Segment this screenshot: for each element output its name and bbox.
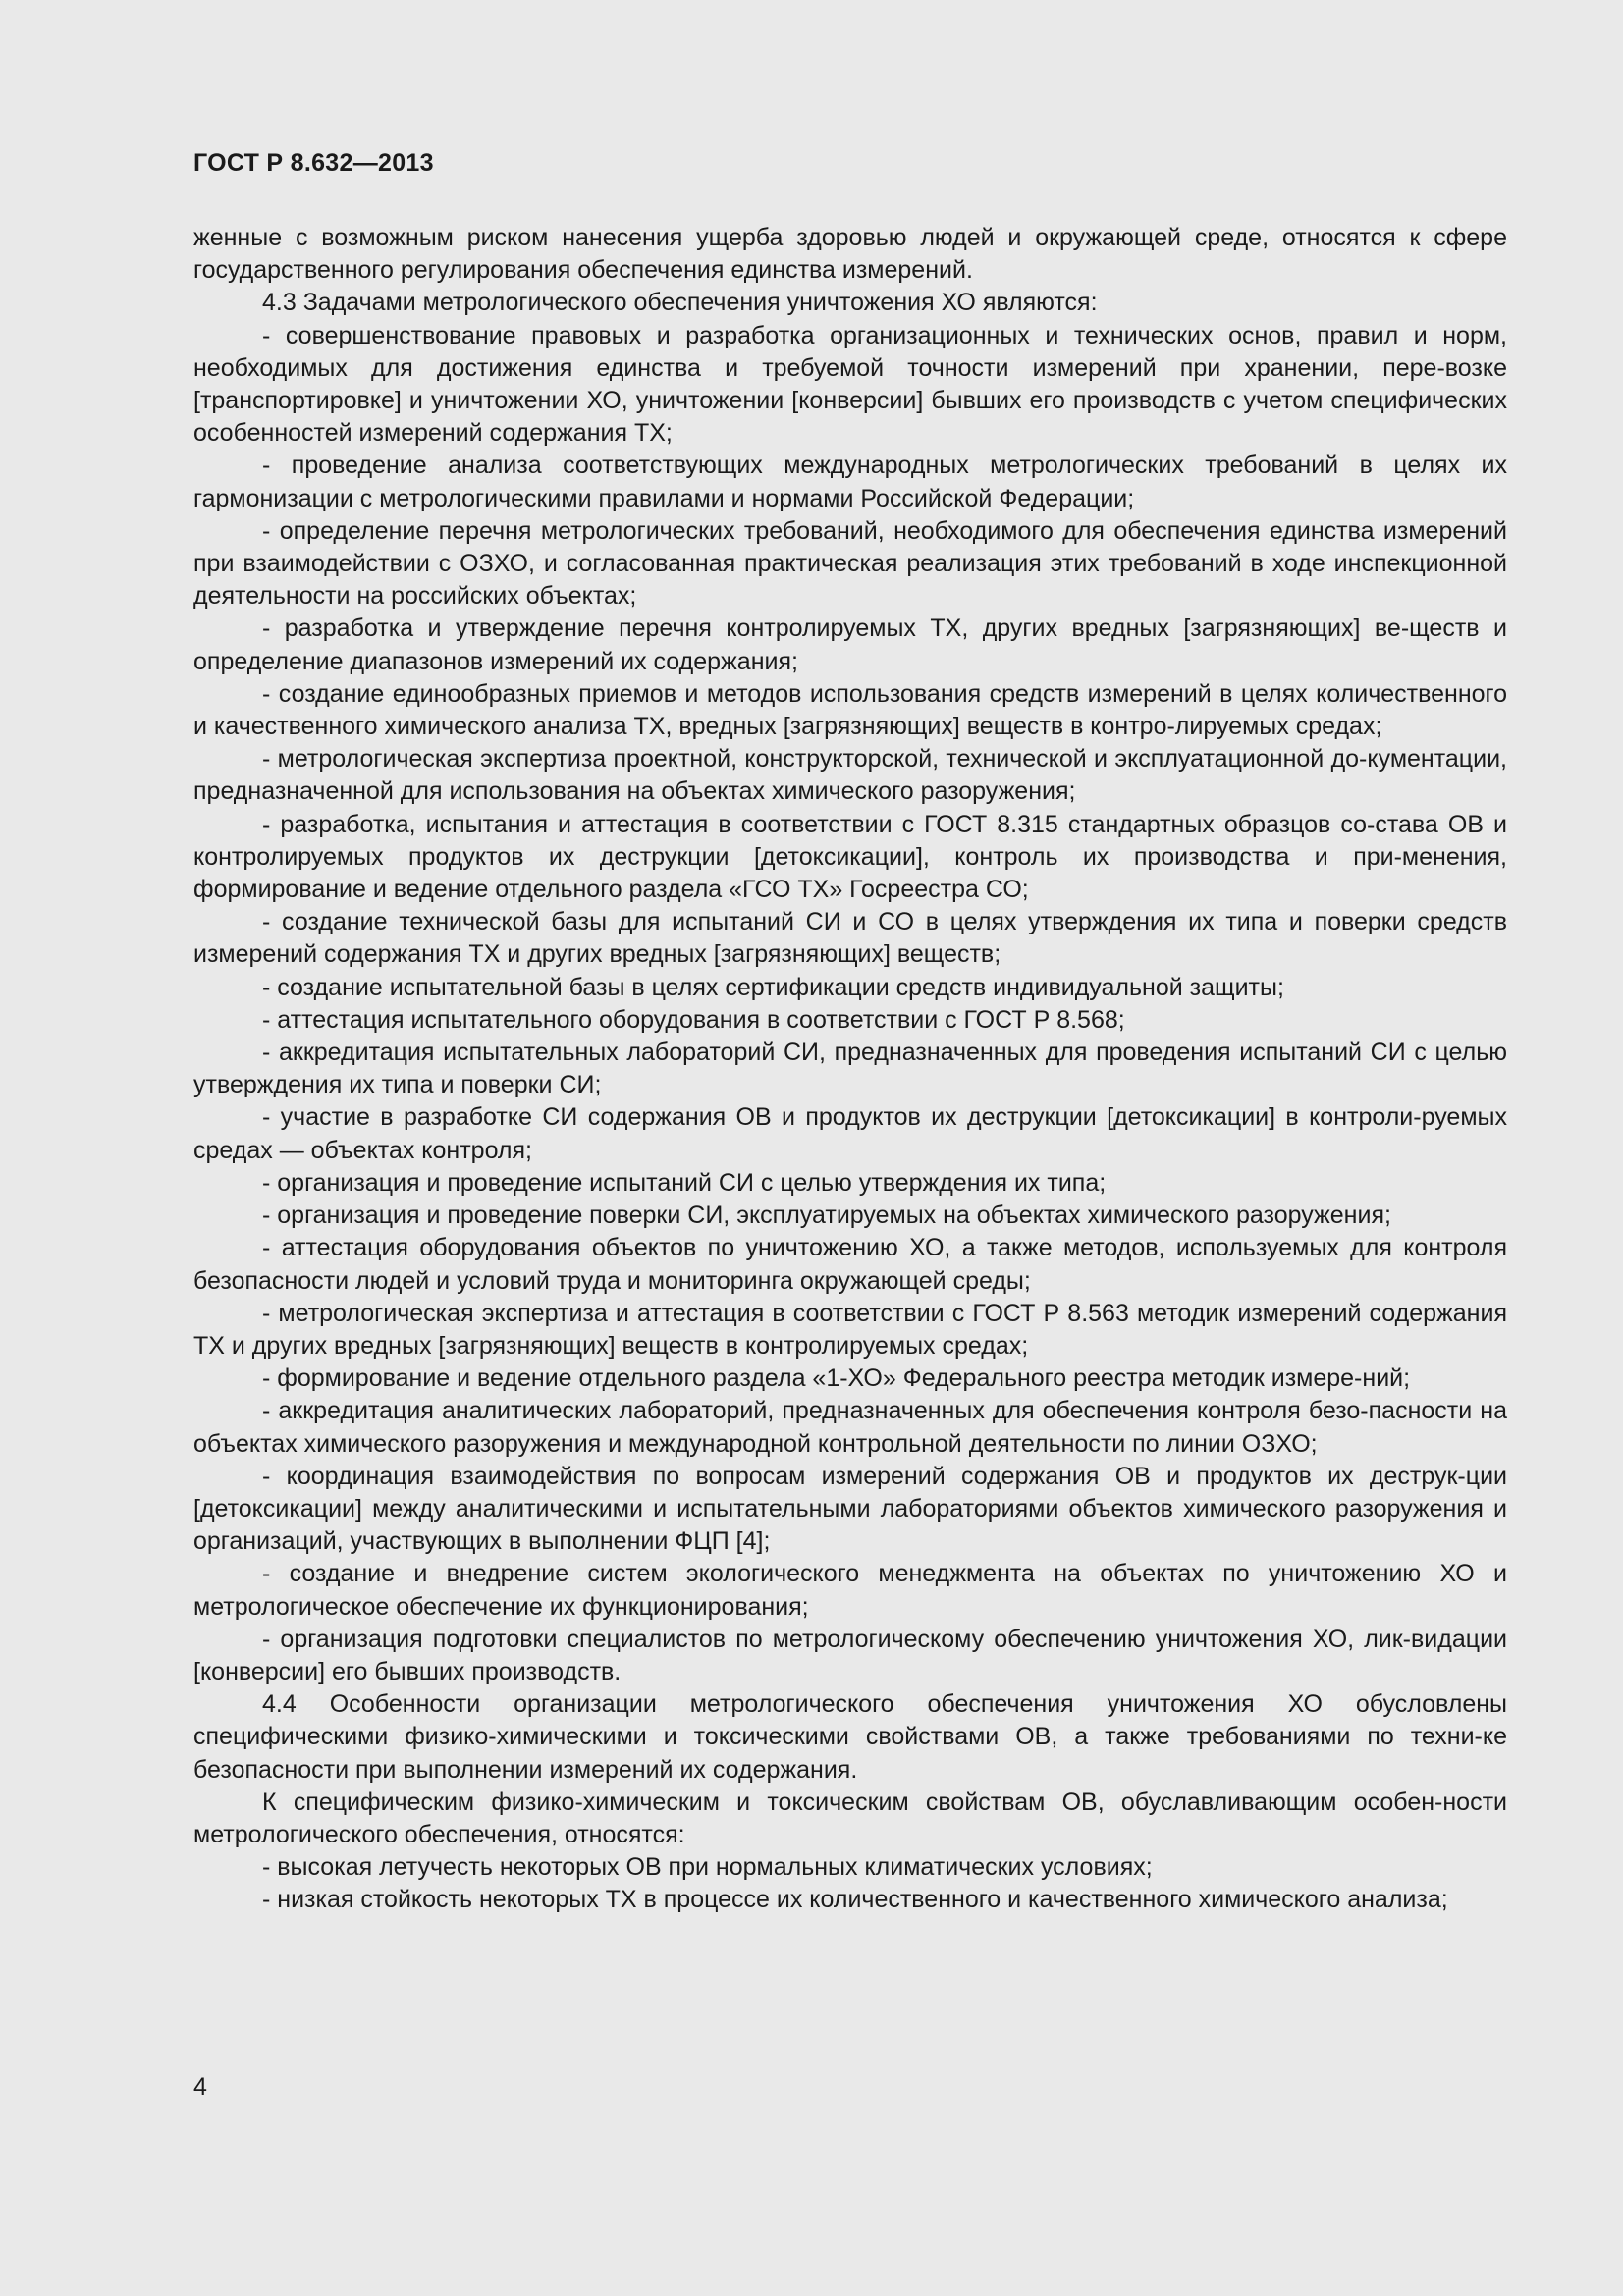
standard-header: ГОСТ Р 8.632—2013 bbox=[193, 149, 434, 177]
list-item: - организация и проведение испытаний СИ с целью утверждения их типа; bbox=[262, 1168, 1107, 1197]
list-item: - метрологическая экспертиза проектной, конструкторской, технической и эксплуатационной до-кументации, предназначенной для использования на объектах химического разоружения; bbox=[193, 745, 1507, 806]
list-item: - создание и внедрение систем экологического менеджмента на объектах по уничтожению ХО и метрологическое обеспечение их функционирования; bbox=[193, 1560, 1507, 1621]
list-item: - аккредитация испытательных лабораторий СИ, предназначенных для проведения испытаний СИ с целью утверждения их типа и поверки СИ; bbox=[193, 1039, 1507, 1099]
paragraph: К специфическим физико-химическим и токсическим свойствам ОВ, обуславливающим особен-ности метрологического обеспечения, относятся: bbox=[193, 1788, 1507, 1848]
document-body bbox=[193, 222, 1507, 1917]
paragraph: 4.4 Особенности организации метрологического обеспечения уничтожения ХО обусловлены специфическими физико-химическими и токсическими свойствами ОВ, а также требованиями по техни-ке безопасности при выполнении измерений их содержания. bbox=[193, 1690, 1507, 1784]
list-item: - аккредитация аналитических лабораторий, предназначенных для обеспечения контроля безо-пасности на объектах химического разоружения и международной контрольной деятельности по линии ОЗХО; bbox=[193, 1397, 1507, 1458]
list-item: - аттестация испытательного оборудования в соответствии с ГОСТ Р 8.568; bbox=[262, 1005, 1125, 1034]
list-item: - формирование и ведение отдельного раздела «1-ХО» Федерального реестра методик измере-ний; bbox=[262, 1364, 1411, 1393]
list-item: - высокая летучесть некоторых ОВ при нормальных климатических условиях; bbox=[262, 1853, 1153, 1882]
list-item: - метрологическая экспертиза и аттестация в соответствии с ГОСТ Р 8.563 методик измерений содержания ТХ и других вредных [загрязняющих] веществ в контролируемых средах; bbox=[193, 1299, 1507, 1360]
paragraph: женные с возможным риском нанесения ущерба здоровью людей и окружающей среде, относятся к сфере государственного регулирования обеспечения единства измерений. bbox=[193, 224, 1507, 285]
list-item: - организация и проведение поверки СИ, эксплуатируемых на объектах химического разоружения; bbox=[262, 1201, 1391, 1230]
list-item: - участие в разработке СИ содержания ОВ и продуктов их деструкции [детоксикации] в контроли-руемых средах — объектах контроля; bbox=[193, 1103, 1507, 1164]
list-item: - создание технической базы для испытаний СИ и СО в целях утверждения их типа и поверки средств измерений содержания ТХ и других вредных [загрязняющих] веществ; bbox=[193, 908, 1507, 969]
list-item: - создание единообразных приемов и методов использования средств измерений в целях количественного и качественного химического анализа ТХ, вредных [загрязняющих] веществ в контро-лируемых средах; bbox=[193, 679, 1507, 741]
list-item: - организация подготовки специалистов по метрологическому обеспечению уничтожения ХО, лик-видации [конверсии] его бывших производств. bbox=[193, 1625, 1507, 1685]
list-item: - создание испытательной базы в целях сертификации средств индивидуальной защиты; bbox=[262, 973, 1284, 1001]
list-item: - проведение анализа соответствующих международных метрологических требований в целях их гармонизации с метрологическими правилами и нормами Российской Федерации; bbox=[193, 452, 1507, 512]
list-item: - координация взаимодействия по вопросам измерений содержания ОВ и продуктов их деструк-ции [детоксикации] между аналитическими и испытательными лабораториями объектов химического разоружения и организаций, участвующих в выполнении ФЦП [4]; bbox=[193, 1462, 1507, 1556]
list-item: - определение перечня метрологических требований, необходимого для обеспечения единства измерений при взаимодействии с ОЗХО, и согласованная практическая реализация этих требований в ходе инспекционной деятельности на российских объектах; bbox=[193, 516, 1507, 611]
list-item: - низкая стойкость некоторых ТХ в процессе их количественного и качественного химического анализа; bbox=[262, 1886, 1448, 1914]
list-item: - совершенствование правовых и разработка организационных и технических основ, правил и норм, необходимых для достижения единства и требуемой точности измерений при хранении, пере-возке [транспортировке] и уничтожении ХО, уничтожении [конверсии] бывших его производств с учетом специфических особенностей измерений содержания ТХ; bbox=[193, 321, 1507, 448]
page-number: 4 bbox=[193, 2073, 207, 2101]
list-item: - аттестация оборудования объектов по уничтожению ХО, а также методов, используемых для контроля безопасности людей и условий труда и мониторинга окружающей среды; bbox=[193, 1234, 1507, 1295]
list-item: - разработка, испытания и аттестация в соответствии с ГОСТ 8.315 стандартных образцов со-става ОВ и контролируемых продуктов их деструкции [детоксикации], контроль их производства и при-менения, формирование и ведение отдельного раздела «ГСО ТХ» Госреестра СО; bbox=[193, 810, 1507, 904]
paragraph: 4.3 Задачами метрологического обеспечения уничтожения ХО являются: bbox=[262, 289, 1098, 317]
list-item: - разработка и утверждение перечня контролируемых ТХ, других вредных [загрязняющих] ве-ществ и определение диапазонов измерений их содержания; bbox=[193, 614, 1507, 675]
